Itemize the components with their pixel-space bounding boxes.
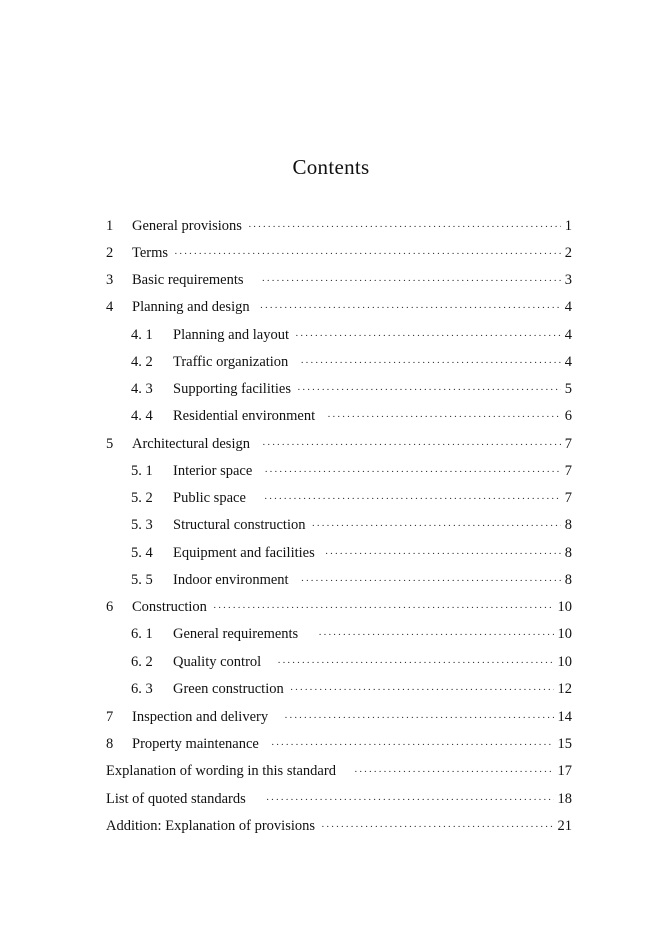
toc-entry-number: 8: [106, 736, 114, 752]
leader-dots: [301, 569, 561, 593]
leader-dots: [297, 378, 561, 402]
toc-entry-number: 4. 4: [131, 408, 153, 424]
toc-entry-number: 4. 1: [131, 327, 153, 343]
toc-entry-page: 18: [557, 791, 572, 807]
toc-entry[interactable]: [131, 459, 572, 483]
toc-entry-label: Explanation of wording in this standard: [106, 763, 336, 779]
toc-entry-page: 21: [557, 818, 572, 834]
toc-entry-number: 6. 1: [131, 626, 153, 642]
leader-dots: [248, 215, 561, 239]
toc-entry-number: 5. 1: [131, 463, 153, 479]
toc-entry-page: 6: [564, 408, 572, 424]
toc-entry-page: 8: [564, 545, 572, 561]
leader-dots: [174, 242, 561, 266]
toc-entry-label: Construction: [132, 599, 207, 615]
leader-dots: [325, 542, 561, 566]
toc-entry-label: Terms: [132, 245, 169, 261]
toc-entry[interactable]: [106, 295, 572, 319]
toc-entry-page: 8: [564, 572, 572, 588]
toc-entry-label: Public space: [173, 490, 246, 506]
toc-entry[interactable]: [131, 377, 572, 401]
toc-entry-number: 5. 5: [131, 572, 153, 588]
toc-entry-label: Basic requirements: [132, 272, 244, 288]
toc-entry[interactable]: [131, 677, 572, 701]
toc-entry-page: 4: [564, 299, 572, 315]
toc-entry[interactable]: [131, 568, 572, 592]
leader-dots: [266, 788, 554, 812]
toc-entry-number: 4. 2: [131, 354, 153, 370]
leader-dots: [284, 706, 553, 730]
toc-entry-label: Planning and layout: [173, 327, 289, 343]
toc-entry-page: 14: [557, 709, 572, 725]
toc-entry-label: Planning and design: [132, 299, 250, 315]
toc-entry[interactable]: [131, 650, 572, 674]
toc-entry[interactable]: [106, 595, 572, 619]
toc-entry[interactable]: [131, 513, 572, 537]
toc-entry-label: Addition: Explanation of provisions: [106, 818, 316, 834]
toc-entry-page: 8: [564, 517, 572, 533]
toc-entry-page: 15: [557, 736, 572, 752]
toc-entry-page: 3: [564, 272, 572, 288]
leader-dots: [290, 678, 554, 702]
toc-entry-page: 7: [564, 490, 572, 506]
toc-entry-page: 7: [564, 463, 572, 479]
toc-entry-page: 10: [557, 626, 572, 642]
toc-entry-page: 5: [564, 381, 572, 397]
toc-entry-label: Supporting facilities: [173, 381, 291, 397]
toc-entry[interactable]: [131, 404, 572, 428]
leader-dots: [354, 760, 554, 784]
toc-entry-page: 4: [564, 327, 572, 343]
toc-entry-label: Traffic organization: [173, 354, 289, 370]
toc-entry-number: 3: [106, 272, 114, 288]
toc-entry-page: 2: [564, 245, 572, 261]
toc-entry[interactable]: [106, 432, 572, 456]
toc-entry-number: 6. 3: [131, 681, 153, 697]
toc-entry-page: 4: [564, 354, 572, 370]
toc-entry-label: Interior space: [173, 463, 253, 479]
toc-entry[interactable]: [106, 732, 572, 756]
toc-entry-number: 4: [106, 299, 114, 315]
toc-entry-label: Inspection and delivery: [132, 709, 269, 725]
toc-entry-number: 5. 3: [131, 517, 153, 533]
toc-entry-page: 17: [557, 763, 572, 779]
toc-entry-label: Quality control: [173, 654, 262, 670]
toc-entry[interactable]: [131, 622, 572, 646]
leader-dots: [260, 296, 561, 320]
toc-entry[interactable]: [131, 541, 572, 565]
toc-entry-number: 1: [106, 218, 114, 234]
toc-entry-label: Architectural design: [132, 436, 250, 452]
leader-dots: [311, 514, 560, 538]
leader-dots: [271, 733, 554, 757]
leader-dots: [262, 269, 561, 293]
toc-entry-number: 2: [106, 245, 114, 261]
leader-dots: [264, 460, 560, 484]
leader-dots: [295, 324, 561, 348]
toc-entry-number: 7: [106, 709, 114, 725]
toc-entry[interactable]: [106, 787, 572, 811]
toc-entry[interactable]: [106, 241, 572, 265]
toc-entry-page: 10: [557, 654, 572, 670]
toc-entry-label: Indoor environment: [173, 572, 289, 588]
leader-dots: [321, 815, 553, 839]
toc-entry-page: 1: [564, 218, 572, 234]
toc-entry[interactable]: [106, 814, 572, 838]
page-title: Contents: [292, 155, 370, 179]
toc-entry-number: 4. 3: [131, 381, 153, 397]
toc-entry-number: 5. 4: [131, 545, 153, 561]
toc-entry-label: Property maintenance: [132, 736, 259, 752]
toc-entry-page: 10: [557, 599, 572, 615]
toc-entry-number: 6: [106, 599, 114, 615]
toc-entry-label: General requirements: [173, 626, 299, 642]
toc-entry[interactable]: [106, 268, 572, 292]
leader-dots: [327, 405, 561, 429]
toc-entry-page: 12: [557, 681, 572, 697]
toc-entry[interactable]: [131, 323, 572, 347]
toc-entry[interactable]: [106, 214, 572, 238]
leader-dots: [262, 433, 561, 457]
leader-dots: [277, 651, 553, 675]
toc-entry[interactable]: [131, 486, 572, 510]
leader-dots: [300, 351, 560, 375]
toc-entry[interactable]: [106, 705, 572, 729]
toc-entry-label: Structural construction: [173, 517, 306, 533]
toc-entry[interactable]: [131, 350, 572, 374]
toc-entry-number: 6. 2: [131, 654, 153, 670]
toc-entry-number: 5. 2: [131, 490, 153, 506]
leader-dots: [264, 487, 561, 511]
toc-entry-label: Equipment and facilities: [173, 545, 315, 561]
leader-dots: [213, 596, 554, 620]
toc-entry[interactable]: [106, 759, 572, 783]
toc-entry-label: Residential environment: [173, 408, 316, 424]
toc-entry-label: General provisions: [132, 218, 242, 234]
leader-dots: [318, 623, 553, 647]
toc-entry-number: 5: [106, 436, 114, 452]
toc-entry-label: Green construction: [173, 681, 284, 697]
toc-entry-label: List of quoted standards: [106, 791, 246, 807]
toc-entry-page: 7: [564, 436, 572, 452]
